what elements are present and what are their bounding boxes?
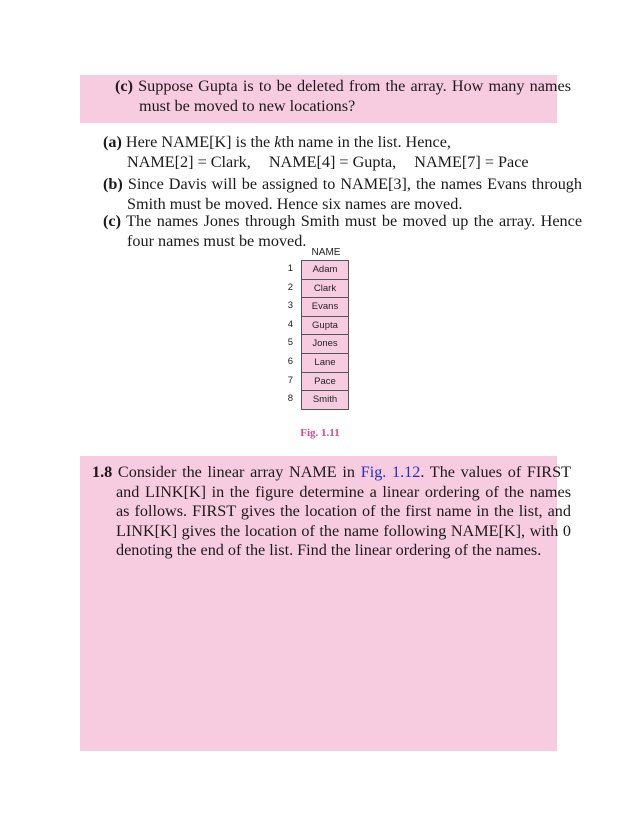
array-index: 2 (287, 281, 293, 293)
array-row (287, 279, 349, 298)
equation-2: NAME[4] = Gupta, (268, 153, 397, 171)
array-cell: Pace (301, 372, 349, 392)
array-cell: Lane (301, 353, 349, 373)
problem-text-pre: Consider the linear array NAME in (112, 463, 361, 481)
problem-number: 1.8 (92, 463, 113, 481)
array-index: 1 (287, 263, 293, 274)
array-index: 4 (287, 318, 293, 330)
array-index: 7 (287, 374, 293, 386)
answer-a-em: k (274, 133, 282, 151)
answer-b-text: Since Davis will be assigned to NAME[3], the names Evans through Smith must be moved. Hence six names are moved. (127, 175, 582, 213)
answer-b-label: (b) (103, 175, 123, 193)
equation-1: NAME[2] = Clark, (127, 153, 251, 171)
array-cell: Gupta (301, 316, 349, 336)
answer-c-text: The names Jones through Smith must be moved up the array. Hence four names must be moved. (126, 212, 583, 250)
array-row (287, 260, 349, 279)
array-index: 6 (287, 355, 293, 367)
answer-c-label: (c) (103, 212, 121, 230)
answer-b (103, 175, 582, 214)
answer-a-pre: Here NAME[K] is the (125, 133, 275, 151)
answer-a-label: (a) (103, 133, 122, 151)
array-index: 8 (287, 393, 293, 405)
question-c-text: Suppose Gupta is to be deleted from the array. How many names must be moved to new locations? (138, 77, 572, 115)
figure-link[interactable]: Fig. 1.12 (360, 463, 421, 481)
array-row (287, 372, 349, 391)
answer-a-post: th name in the list. Hence, (281, 133, 451, 151)
array-cell: Smith (301, 390, 349, 410)
answer-c (103, 212, 582, 251)
answer-a-equations (127, 153, 567, 173)
question-c-label: (c) (115, 77, 133, 95)
array-index: 5 (287, 337, 293, 349)
figure-name-array (287, 260, 349, 409)
problem-text-post: . The values of FIRST and LINK[K] in the figure determine a linear ordering of the names as follows. FIRST gives the location of the first name in the list, and LINK[K] gives the location of the name following NAME[K], with 0 denoting the end of the list. Find the linear ordering of the names. (116, 463, 571, 559)
array-cell: Jones (301, 334, 349, 354)
figure-caption: Fig. 1.11 (300, 427, 340, 439)
array-cell: Adam (301, 260, 349, 280)
array-row (287, 353, 349, 372)
array-row (287, 316, 349, 335)
array-row (287, 334, 349, 353)
answer-a (103, 133, 582, 153)
array-cell: Clark (301, 279, 349, 299)
figure-header: NAME (311, 247, 341, 258)
array-row (287, 390, 349, 409)
problem-1-8 (92, 463, 571, 561)
equation-3: NAME[7] = Pace (414, 153, 529, 171)
array-index: 3 (287, 300, 293, 312)
question-c (115, 77, 571, 116)
array-cell: Evans (301, 297, 349, 317)
array-row (287, 297, 349, 316)
